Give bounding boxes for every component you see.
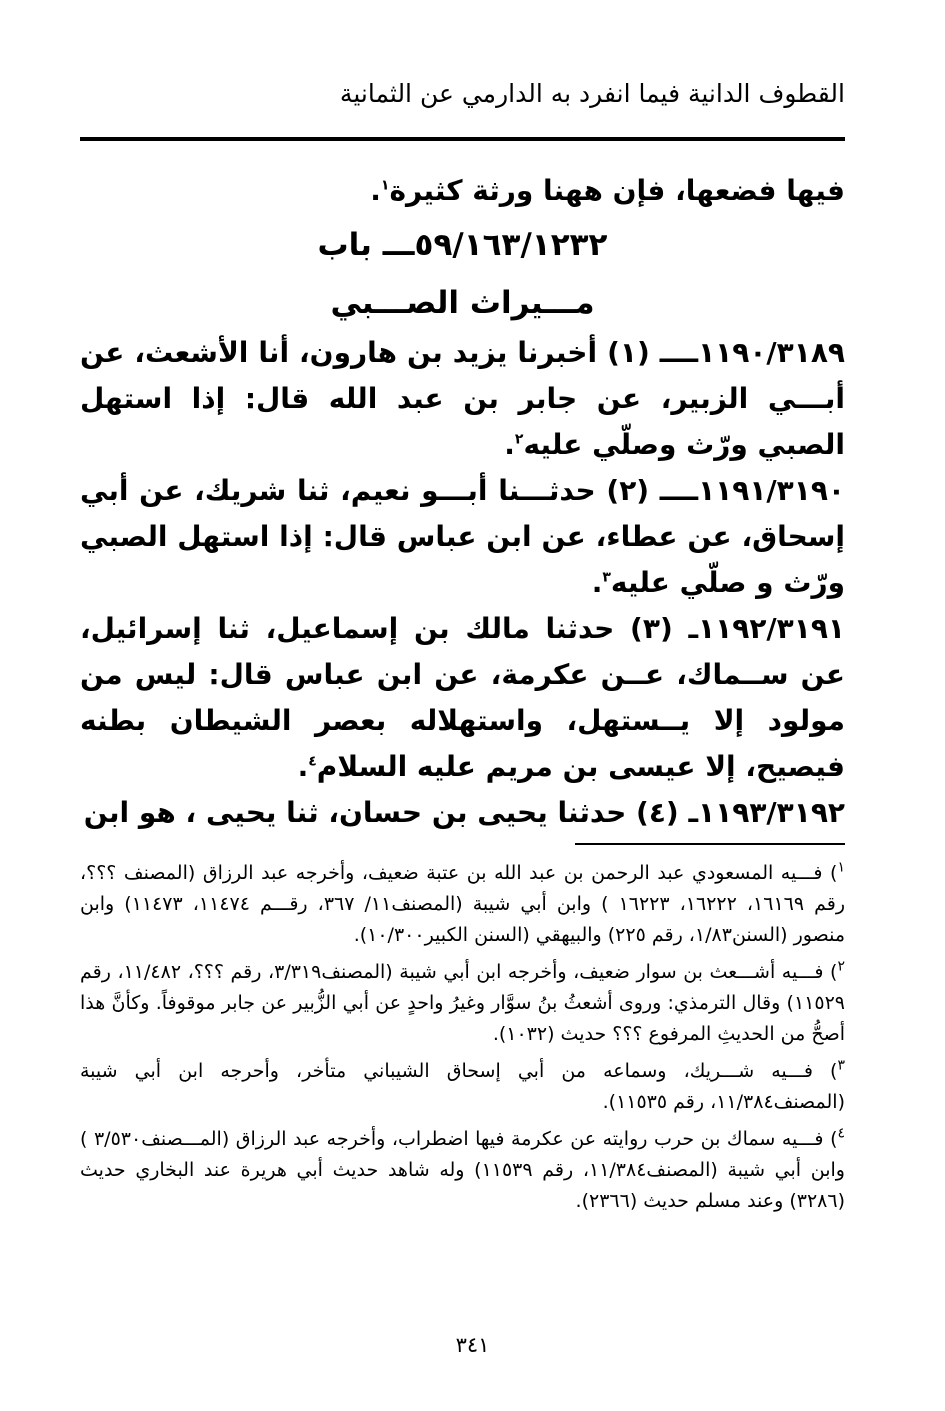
hadith-text: ١١٩٢/٣١٩١ـ (٣) حدثنا مالك بن إسماعيل، ثنا إسرائيل، عن ســماك، عــن عكرمة، عن ابن عباس قال: ليس من مولود إلا يــستهل، واستهلاله بعصر الشيطان بطنه فيصيح، إلا عيسى بن مريم عليه السلام xyxy=(80,612,845,783)
hadith-text: ١١٩٣/٣١٩٢ـ (٤) حدثنا يحيى بن حسان، ثنا يحيى ، هو ابن xyxy=(83,796,845,829)
hadith-paragraph xyxy=(80,790,845,836)
footnote-text: فـــيه سماك بن حرب روايته عن عكرمة فيها اضطراب، وأخرجه عبد الرزاق (المـــصنف٣/٥٣٠ ) وابن أبي شيبة (المصنف١١/٣٨٤، رقم ١١٥٣٩) وله شاهد حديث أبي هريرة عند البخاري حديث (٣٢٨٦) وعند مسلم حديث (٢٣٦٦). xyxy=(80,1128,845,1212)
footnotes xyxy=(80,858,845,1223)
footnote-ref: ٤ xyxy=(308,753,317,770)
footnote: $^١$) فـــيه المسعودي عبد الرحمن بن عبد الله بن عتبة ضعيف، وأخرجه عبد الرزاق (المصنف ؟؟؟، رقم ١٦١٦٩، ١٦٢٢٢، ١٦٢٢٣ ) وابن أبي شيبة (المصنف١١/ ٣٦٧، رقـــم ١١٤٧٤، ١١٤٧٣) وابن منصور (السنن١/٨٣، رقم ٢٢٥) والبيهقي (السنن الكبير١٠/٣٠٠). xyxy=(80,859,846,946)
hadith-paragraph: ١١٩٢/٣١٩١ـ (٣) حدثنا مالك بن إسماعيل، ثنا إسرائيل، عن ســماك، عــن عكرمة، عن ابن عباس قال: ليس من مولود إلا يــستهل، واستهلاله بعصر الشيطان بطنه فيصيح، إلا عيسى بن مريم عليه السلام$^٤$. xyxy=(80,612,845,783)
footnote-text: فـــيه المسعودي عبد الرحمن بن عبد الله بن عتبة ضعيف، وأخرجه عبد الرزاق (المصنف ؟؟؟، رقم ١٦١٦٩، ١٦٢٢٢، ١٦٢٢٣ ) وابن أبي شيبة (المصنف١١/ ٣٦٧، رقـــم ١١٤٧٤، ١١٤٧٣) وابن منصور (السنن١/٨٣، رقم ٢٢٥) والبيهقي (السنن الكبير١٠/٣٠٠). xyxy=(80,862,846,946)
chapter-heading: ٥٩/١٦٣/١٢٣٢ـــ باب xyxy=(317,227,608,263)
footnote-divider xyxy=(575,843,845,845)
running-header: القطوف الدانية فيما انفرد به الدارمي عن الثمانية xyxy=(339,79,845,108)
chapter-title: مـــيراث الصـــبي xyxy=(330,285,595,321)
main-text xyxy=(80,168,845,836)
page-number: ٣٤١ xyxy=(455,1333,490,1357)
hadith-paragraph: ١١٩٠/٣١٨٩ــــ (١) أخبرنا يزيد بن هارون، أنا الأشعث، عن أبـــي الزبير، عن جابر بن عبد الله قال: إذا استهل الصبي ورّث وصلّي عليه$^٢$. xyxy=(80,336,846,461)
footnote-number: ٣ xyxy=(837,1057,846,1074)
hadith-text: ١١٩١/٣١٩٠ــــ (٢) حدثـــنا أبـــو نعيم، ثنا شريك، عن أبي إسحاق، عن عطاء، عن ابن عباس قال: إذا استهل الصبي ورّث و صلّي عليه xyxy=(80,474,846,599)
footnote: $^٢$) فـــيه أشـــعث بن سوار ضعيف، وأخرجه ابن أبي شيبة (المصنف٣/٣١٩، رقم ؟؟؟، ١١/٤٨٢، رقم ١١٥٢٩) وقال الترمذي: وروى أشعثُ بنُ سوَّار وغيرُ واحدٍ عن أبي الزُّبير عن جابر موقوفاً. وكأنَّ هذا أصحُّ من الحديثِ المرفوع ؟؟؟ حديث (١٠٣٢). xyxy=(80,958,845,1045)
header-divider xyxy=(80,137,845,141)
hadith-paragraph: ١١٩١/٣١٩٠ــــ (٢) حدثـــنا أبـــو نعيم، ثنا شريك، عن أبي إسحاق، عن عطاء، عن ابن عباس قال: إذا استهل الصبي ورّث و صلّي عليه$^٣$. xyxy=(80,474,846,599)
footnote-ref: ٣ xyxy=(602,569,611,586)
footnote: $^٤$) فـــيه سماك بن حرب روايته عن عكرمة فيها اضطراب، وأخرجه عبد الرزاق (المـــصنف٣/٥٣٠ ) وابن أبي شيبة (المصنف١١/٣٨٤، رقم ١١٥٣٩) وله شاهد حديث أبي هريرة عند البخاري حديث (٣٢٨٦) وعند مسلم حديث (٢٣٦٦). xyxy=(80,1125,846,1212)
footnote: $^٣$) فـــيه شـــريك، وسماعه من أبي إسحاق الشيباني متأخر، وأحرجه ابن أبي شيبة (المصنف١١/٣٨٤، رقم ١١٥٣٥). xyxy=(80,1057,846,1113)
footnote-number: ٤ xyxy=(837,1125,846,1142)
intro-paragraph: فيها فضعها، فإن ههنا ورثة كثيرة$^١$. xyxy=(370,174,845,207)
footnote-number: ٢ xyxy=(837,958,845,975)
hadith-text: ١١٩٠/٣١٨٩ــــ (١) أخبرنا يزيد بن هارون، أنا الأشعث، عن أبـــي الزبير، عن جابر بن عبد الله قال: إذا استهل الصبي ورّث وصلّي عليه xyxy=(80,336,846,461)
intro-text: فيها فضعها، فإن ههنا ورثة كثيرة xyxy=(389,174,845,207)
footnote-number: ١ xyxy=(837,859,846,876)
footnote-ref: ٢ xyxy=(514,431,524,448)
footnote-text: فـــيه شـــريك، وسماعه من أبي إسحاق الشيباني متأخر، وأحرجه ابن أبي شيبة (المصنف١١/٣٨٤، رقم ١١٥٣٥). xyxy=(80,1060,845,1113)
footnote-ref: ١ xyxy=(380,177,390,194)
footnote-text: فـــيه أشـــعث بن سوار ضعيف، وأخرجه ابن أبي شيبة (المصنف٣/٣١٩، رقم ؟؟؟، ١١/٤٨٢، رقم ١١٥٢٩) وقال الترمذي: وروى أشعثُ بنُ سوَّار وغيرُ واحدٍ عن أبي الزُّبير عن جابر موقوفاً. وكأنَّ هذا أصحُّ من الحديثِ المرفوع ؟؟؟ حديث (١٠٣٢). xyxy=(80,961,845,1045)
